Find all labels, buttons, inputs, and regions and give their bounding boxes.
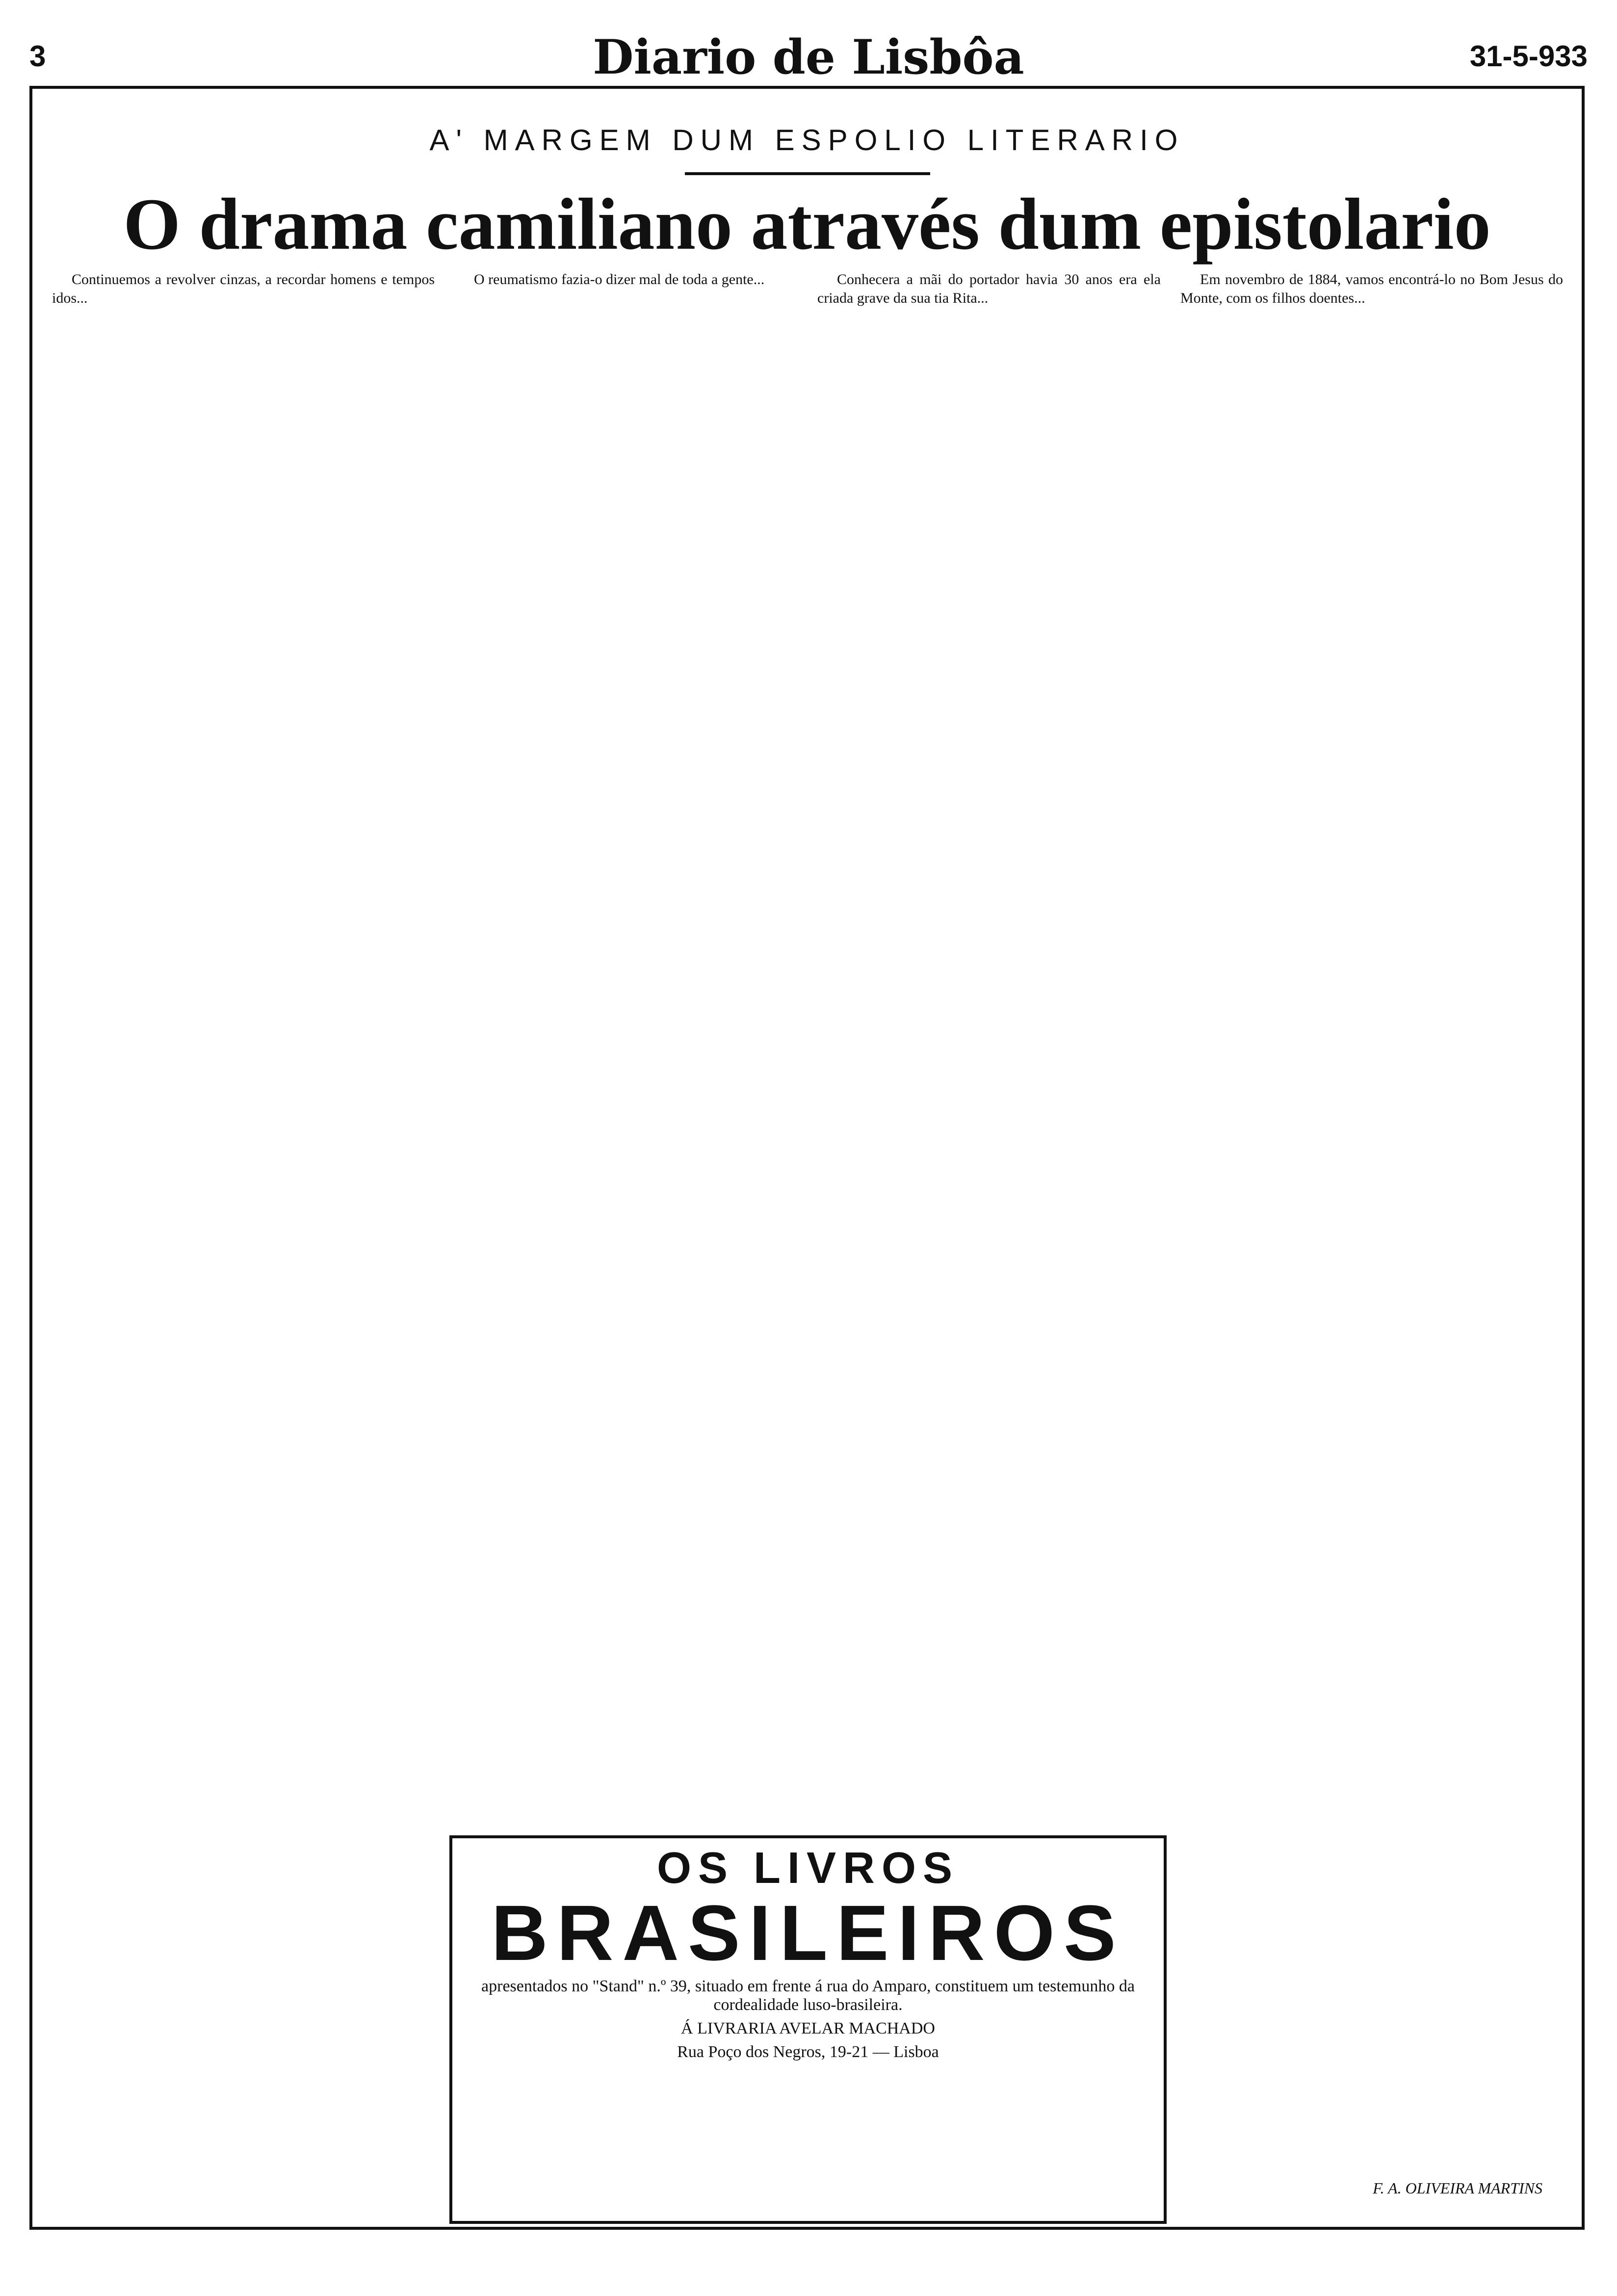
issue-date: 31-5-933 (1469, 40, 1588, 73)
ad-line-1: OS LIVROS (656, 1844, 960, 1893)
page-number: 3 (29, 40, 46, 73)
column-3 (817, 270, 1161, 1826)
title-rule (685, 172, 930, 175)
section-title: A' MARGEM DUM ESPOLIO LITERARIO (429, 124, 1185, 157)
ad-text: apresentados no "Stand" n.º 39, situado em frente á rua do Amparo, constituem um testemunho da cordealidade luso-brasileira. (481, 1977, 1135, 2014)
column-4 (1180, 270, 1563, 2193)
ad-address: Rua Poço dos Negros, 19-21 — Lisboa (677, 2043, 939, 2061)
advertisement (449, 1835, 1167, 2224)
article-frame (29, 86, 1585, 2230)
paragraph: Conhecera a mãi do portador havia 30 anos era ela criada grave da sua tia Rita... (817, 271, 1161, 306)
signature: F. A. OLIVEIRA MARTINS (1373, 2179, 1542, 2197)
newspaper-title: Diario de Lisbôa (593, 29, 1024, 85)
paragraph: O reumatismo fazia-o dizer mal de toda a gente... (474, 271, 765, 287)
ad-line-2: BRASILEIROS (491, 1889, 1125, 1977)
ad-shop: Á LIVRARIA AVELAR MACHADO (681, 2019, 935, 2037)
paragraph: Continuemos a revolver cinzas, a recordar homens e tempos idos... (52, 271, 435, 306)
column-1 (52, 270, 435, 2193)
masthead (29, 29, 1588, 83)
column-2 (454, 270, 798, 1826)
headline: O drama camiliano através dum epistolario (123, 183, 1491, 265)
paragraph: Em novembro de 1884, vamos encontrá-lo no Bom Jesus do Monte, com os filhos doentes... (1180, 271, 1563, 306)
